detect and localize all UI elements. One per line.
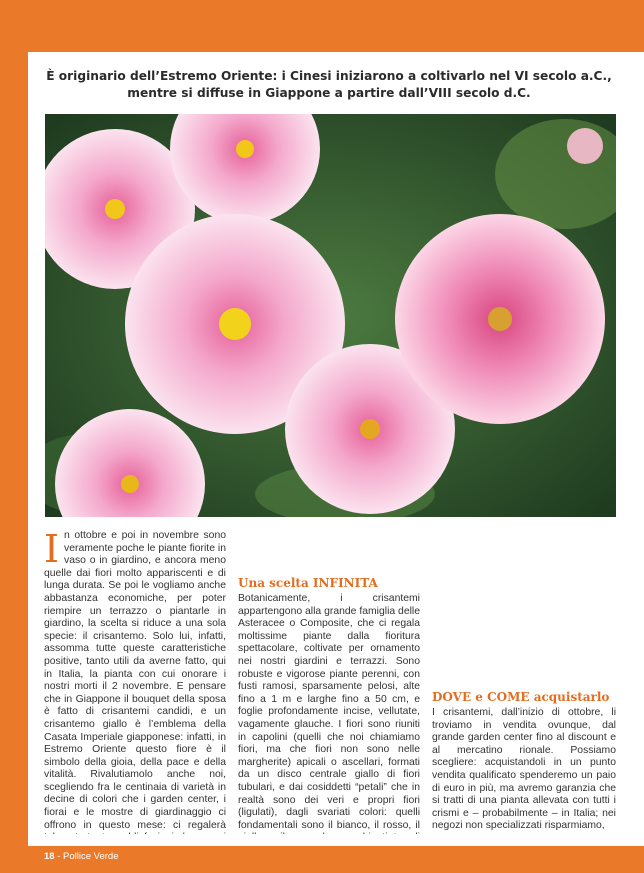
intro-text: n ottobre e poi in novembre sono veramente poche le piante fiorite in vaso o in giardino, e ancora meno quelle dai fiori molto appariscenti e di lunga durata. Se poi le vogliamo anche abbastanza economiche, per poter riempire un terrazzo o piantarle in giardino, la scelta si riduce a una sola specie: il crisantemo. Solo lui, infatti, assomma tutte queste caratteristiche positive, tanto utili da averne fatto, qui in Italia, la pianta con cui onorare i nostri morti il 2 novembre. [44,530,226,693]
photo-caption: È originario dell’Estremo Oriente: i Cinesi iniziarono a coltivarlo nel VI secolo a.C., mentre si diffuse in Giappone a partire dall’VIII secolo d.C. [46,69,612,100]
page-footer [44,851,118,862]
subheading-infinita: Una scelta INFINITA [238,576,378,590]
column-2 [238,530,420,834]
flower-right [395,214,605,424]
column-3-spacer [432,530,616,682]
intro-paragraph [44,530,226,834]
paragraph-3: Botanicamente, i crisantemi appartengono alla grande famiglia delle Asteracee o Composite, che ci regala moltissime piante dalla fioritura spettacolare, coltivate per ornamento nei nostri giardini e terrazzi. Sono robuste e vigorose piante perenni, con fusti ramosi, sparsamente pelosi, alte fino a 1 m e larghe fino a 50 cm, e foglie profondamente incise, vellutate, vagamente glauche. I fiori sono riuniti in capolini (quelli che noi chiamiamo fiori, ma che fiori non sono nelle margherite) apicali o ascellari, formati da un disco centrale giallo di fiori tubulari, e dai cosiddetti “petali” che in realtà sono dei veri e propri fiori (ligulati), dagli svariati colori: quelli fondamentali sono il bianco, il rosso, il [238,593,420,831]
magazine-name: Pollice Verde [63,851,119,862]
column-2-spacer [238,530,420,568]
subheading-dove-come: DOVE e COME acquistarlo [432,690,610,704]
drop-cap: I [44,530,60,571]
footer-separator: - [54,851,64,862]
flower-bud [567,128,603,164]
page-number: 18 [44,851,55,862]
column-1 [44,530,226,834]
paragraph-4: I crisantemi, dall’inizio di ottobre, li troviamo in vendita ovunque, dal grande garden center fino al discount e al mercatino rionale. Possiamo scegliere: acquistandoli in un punto vendita qualificato spenderemo un paio di euro in più, ma avremo garanzia che si tratti di una pianta allevata con tutti i crismi e – probabilmente – in Italia; nei negozi non specializzati risparmiamo, [432,707,616,832]
flower-illustration [45,114,616,517]
column-3 [432,530,616,834]
chrysanthemum-photo [45,114,616,517]
paragraph-2: E pensare che in Giappone il bouquet della sposa è fatto di crisantemi candidi, e un crisantemo giallo è l’emblema della Casata Imperiale giapponese: infatti, in Estremo Oriente questo fiore è il simbolo della gioia, della pace e della vitalità. Rivalutiamolo anche noi, scegliendo fra le centinaia di varietà in decine di colori che i garden center, i fiorai e le mostre di giardinaggio ci offrono in questo mese: ci regalerà [44,681,226,831]
